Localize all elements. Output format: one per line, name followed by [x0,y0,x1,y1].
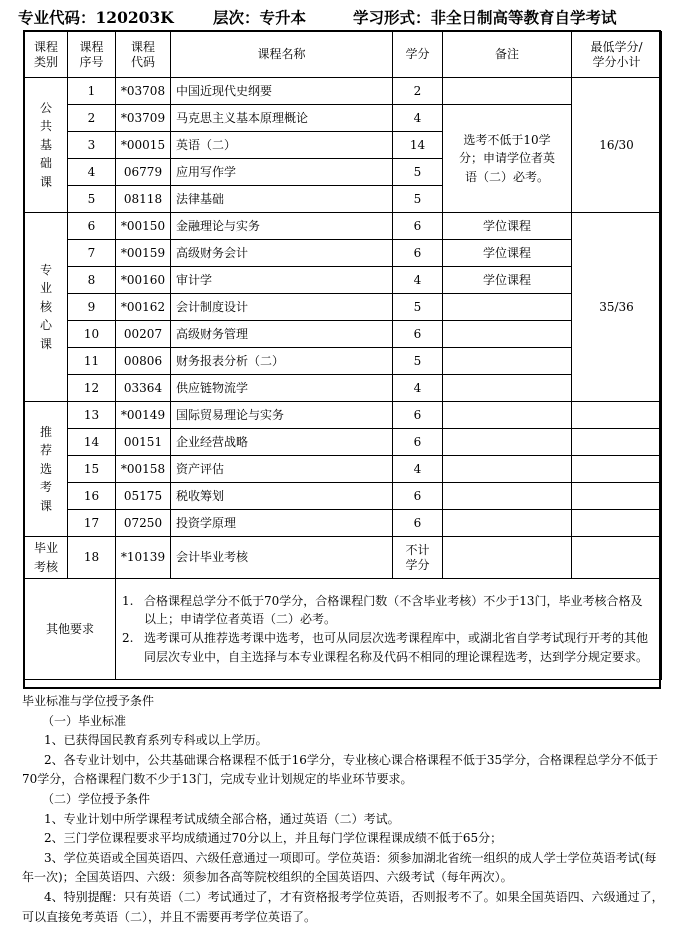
header-category: 课程类别 [25,32,68,78]
min-credit-cell [572,456,662,483]
sec1-item: 2、各专业计划中，公共基础课合格课程不低于16学分，专业核心课合格课程不低于35学分，合格课程总学分不低于70学分，合格课程门数不少于13门，完成专业计划规定的毕业环节要求。 [22,752,659,787]
seq-cell: 15 [68,456,116,483]
other-item [120,592,653,629]
sec2-item: 2、三门学位课程要求平均成绩通过70分以上，并且每门学位课程课成绩不低于65分； [44,831,503,846]
sec1-title: （一）毕业标准 [42,713,127,728]
course-table [24,31,662,680]
credit-value: 不计学分 [405,542,430,572]
name-cell: 马克思主义基本原理概论 [171,105,393,132]
name-cell: 中国近现代史纲要 [171,78,393,105]
credit-value: 5 [413,191,422,206]
credit-value: 4 [413,461,422,476]
header-min-credit: 最低学分/学分小计 [572,32,662,78]
credit-value: 5 [413,353,422,368]
sec2-item: 4、特别提醒：只有英语（二）考试通过了，才有资格报考学位英语，否则报考不了。如果全国英语四、六级通过了，可以直接免考英语（二），并且不需要再考学位英语了。 [22,889,664,924]
table-row [25,429,662,456]
page-header [0,0,691,30]
credit-cell [393,348,443,375]
category-cell [25,402,68,537]
code-cell: 07250 [116,510,171,537]
header-credit: 学分 [393,32,443,78]
name-cell: 英语（二） [171,132,393,159]
table-row [25,105,662,132]
remark-cell [443,456,572,483]
header-seq: 课程序号 [68,32,116,78]
credit-value: 6 [413,218,422,233]
min-credit-cell: 16/30 [572,78,662,213]
table-row [25,294,662,321]
other-label [25,579,116,680]
min-credit-cell [572,429,662,456]
remark-cell [443,537,572,579]
code-cell: *03709 [116,105,171,132]
category-cell [25,78,68,213]
seq-cell: 6 [68,213,116,240]
other-requirements-row [25,579,662,680]
remark-cell [443,321,572,348]
name-cell: 应用写作学 [171,159,393,186]
credit-value: 6 [413,407,422,422]
table-row [25,267,662,294]
seq-cell: 17 [68,510,116,537]
remark-cell [443,510,572,537]
remark-cell [443,402,572,429]
min-credit-cell [572,510,662,537]
seq-cell: 12 [68,375,116,402]
code-cell: 05175 [116,483,171,510]
table-row [25,348,662,375]
table-row [25,537,662,579]
credit-cell [393,159,443,186]
code-cell: *00162 [116,294,171,321]
credit-value: 5 [413,164,422,179]
credit-value: 6 [413,488,422,503]
credit-cell [393,267,443,294]
name-cell: 投资学原理 [171,510,393,537]
header-remark: 备注 [443,32,572,78]
name-cell: 供应链物流学 [171,375,393,402]
credit-value: 6 [413,245,422,260]
min-credit-cell [572,402,662,429]
credit-value: 14 [409,137,426,152]
credit-cell [393,402,443,429]
header-code: 课程代码 [116,32,171,78]
remark-cell: 学位课程 [443,240,572,267]
min-credit-cell [572,483,662,510]
other-item-number: 2. [122,631,134,645]
credit-value: 6 [413,326,422,341]
sec2-item: 3、学位英语或全国英语四、六级任意通过一项即可。学位英语：须参加湖北省统一组织的成人学士学位英语考试(每年一次)；全国英语四、六级：须参加各高等院校组织的全国英语四、六级考试（每年两次）。 [22,850,657,885]
name-cell: 税收筹划 [171,483,393,510]
credit-value: 4 [413,380,422,395]
code-cell: 00207 [116,321,171,348]
sec2-title: （二）学位授予条件 [42,791,151,806]
credit-cell [393,537,443,579]
credit-cell [393,132,443,159]
code-cell: *00150 [116,213,171,240]
seq-cell: 13 [68,402,116,429]
credit-cell [393,375,443,402]
remark-cell [443,375,572,402]
graduation-section [22,692,667,927]
remark-cell [443,429,572,456]
category-cell [25,213,68,402]
table-row [25,78,662,105]
table-row [25,321,662,348]
min-credit-cell [572,537,662,579]
credit-cell [393,483,443,510]
credit-cell [393,294,443,321]
remark-cell [443,483,572,510]
code-cell: 00151 [116,429,171,456]
category-label: 专业核心课 [39,262,52,351]
other-item-text: 合格课程总学分不低于70学分，合格课程门数（不含毕业考核）不少于13门，毕业考核合格及以上；申请学位者英语（二）必考。 [144,593,643,627]
group-remark-cell [443,105,572,213]
sec2-item: 1、专业计划中所学课程考试成绩全部合格，通过英语（二）考试。 [44,811,400,826]
table-row [25,240,662,267]
credit-cell [393,510,443,537]
other-label-text: 其他要求 [45,621,94,636]
seq-cell: 5 [68,186,116,213]
other-item [120,629,653,666]
credit-value: 4 [413,272,422,287]
table-row [25,402,662,429]
name-cell: 国际贸易理论与实务 [171,402,393,429]
category-label: 公共基础课 [39,100,52,189]
code-cell: 00806 [116,348,171,375]
seq-cell: 10 [68,321,116,348]
min-credit-cell: 35/36 [572,213,662,402]
name-cell: 财务报表分析（二） [171,348,393,375]
table-row [25,375,662,402]
name-cell: 会计毕业考核 [171,537,393,579]
name-cell: 高级财务会计 [171,240,393,267]
table-row [25,213,662,240]
credit-value: 4 [413,110,422,125]
category-label: 毕业考核 [33,540,58,574]
seq-cell: 7 [68,240,116,267]
name-cell: 金融理论与实务 [171,213,393,240]
credit-value: 2 [413,83,422,98]
group-remark: 选考不低于10学分；申请学位者英语（二）必考。 [458,132,555,184]
remark-cell: 学位课程 [443,267,572,294]
code-cell: *00160 [116,267,171,294]
seq-cell: 9 [68,294,116,321]
code-cell: *00158 [116,456,171,483]
seq-cell: 2 [68,105,116,132]
seq-cell: 3 [68,132,116,159]
seq-cell: 11 [68,348,116,375]
other-content [116,579,662,680]
credit-value: 5 [413,299,422,314]
sec1-item: 1、已获得国民教育系列专科或以上学历。 [44,733,268,748]
category-cell [25,537,68,579]
header-name: 课程名称 [171,32,393,78]
table-row [25,483,662,510]
seq-cell: 16 [68,483,116,510]
remark-cell [443,294,572,321]
credit-cell [393,78,443,105]
seq-cell: 8 [68,267,116,294]
category-label: 推荐选考课 [39,424,52,513]
major-code: 专业代码：120203K [18,8,174,27]
credit-value: 6 [413,515,422,530]
code-cell: 06779 [116,159,171,186]
table-row [25,456,662,483]
study-form: 学习形式：非全日制高等教育自学考试 [353,8,617,27]
credit-cell [393,240,443,267]
credit-cell [393,105,443,132]
seq-cell: 18 [68,537,116,579]
code-cell: *00015 [116,132,171,159]
name-cell: 资产评估 [171,456,393,483]
credit-cell [393,213,443,240]
name-cell: 会计制度设计 [171,294,393,321]
table-row [25,510,662,537]
name-cell: 审计学 [171,267,393,294]
name-cell: 高级财务管理 [171,321,393,348]
remark-cell [443,348,572,375]
credit-cell [393,321,443,348]
credit-cell [393,429,443,456]
code-cell: 03364 [116,375,171,402]
name-cell: 法律基础 [171,186,393,213]
code-cell: *00149 [116,402,171,429]
name-cell: 企业经营战略 [171,429,393,456]
seq-cell: 4 [68,159,116,186]
graduation-title: 毕业标准与学位授予条件 [22,694,155,708]
credit-cell [393,456,443,483]
table-header-row [25,32,662,78]
seq-cell: 1 [68,78,116,105]
credit-cell [393,186,443,213]
remark-cell [443,78,572,105]
code-cell: *10139 [116,537,171,579]
code-cell: *00159 [116,240,171,267]
remark-cell: 学位课程 [443,213,572,240]
other-item-text: 选考课可从推荐选考课中选考，也可从同层次选考课程库中，或湖北省自学考试现行开考的其他同层次专业中，自主选择与本专业课程名称及代码不相同的理论课程选考，达到学分规定要求。 [144,631,649,664]
seq-cell: 14 [68,429,116,456]
level: 层次：专升本 [213,8,307,27]
credit-value: 6 [413,434,422,449]
code-cell: *03708 [116,78,171,105]
code-cell: 08118 [116,186,171,213]
other-item-number: 1. [122,593,134,608]
